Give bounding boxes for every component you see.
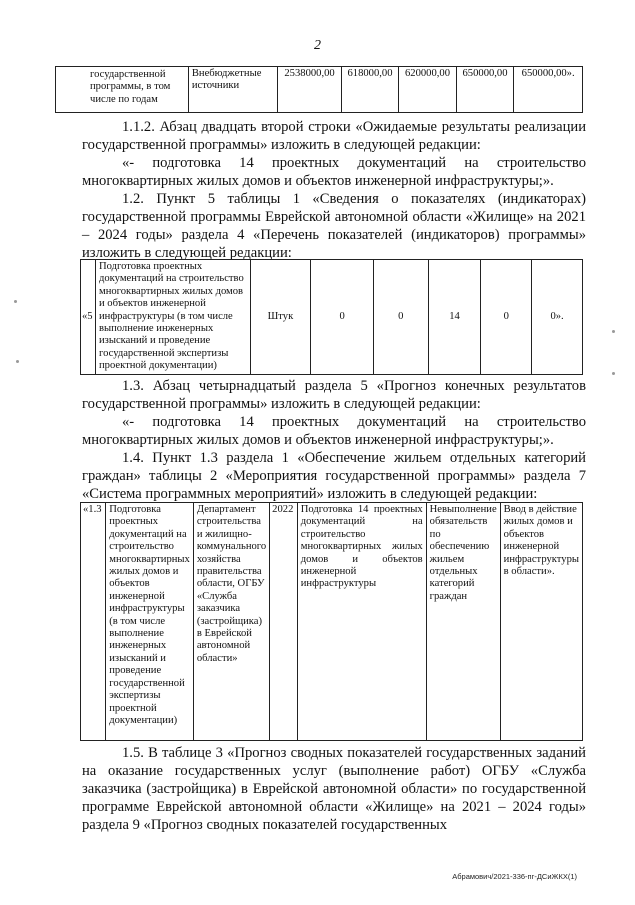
table-cell: Подготовка проектных документаций на строительство многоквартирных жилых домов и объектов инженерной инфраструктуры (в том числе выполнение инженерных изысканий и проведение государственной экспертизы проектной документации) xyxy=(106,503,194,741)
scan-speck xyxy=(612,372,615,375)
table-cell: Штук xyxy=(250,260,311,375)
paragraph-1-1-2: 1.1.2. Абзац двадцать второй строки «Ожидаемые результаты реализации государственной программы» изложить в следующей редакции: xyxy=(82,119,586,153)
table-cell: 618000,00 xyxy=(341,67,399,113)
table-cell: 0 xyxy=(373,260,428,375)
table-cell: Ввод в действие жилых домов и объектов инженерной инфраструктуры в области». xyxy=(500,503,582,741)
table-row xyxy=(56,67,583,113)
table-cell: «5 xyxy=(81,260,96,375)
table-cell: 0». xyxy=(532,260,583,375)
table-cell: Подготовка проектных документаций на строительство многоквартирных жилых домов и объектов инженерной инфраструктуры (в том числе выполнение инженерных изысканий и проведение государственной экспертизы проектной документации) xyxy=(95,260,250,375)
table-cell: 2538000,00 xyxy=(278,67,341,113)
table-cell: «1.3 xyxy=(81,503,106,741)
scan-speck xyxy=(612,330,615,333)
table-cell: 650000,00 xyxy=(456,67,514,113)
table-cell: Внебюджетные источники xyxy=(188,67,278,113)
paragraph-1-5: 1.5. В таблице 3 «Прогноз сводных показателей государственных заданий на оказание государственных услуг (выполнение работ) ОГБУ «Служба заказчика (застройщика) в Еврейской автономной области» по государственной программе Еврейской автономной области «Жилище» на 2021 – 2024 годы» раздела 9 «Прогноз сводных показателей государственных xyxy=(82,745,586,833)
scan-speck xyxy=(14,300,17,303)
table-cell: государственной программы, в том числе по годам xyxy=(56,67,189,113)
table-cell: Подготовка 14 проектных документаций на строительство многоквартирных жилых домов и объектов инженерной инфраструктуры xyxy=(297,503,426,741)
table-row xyxy=(81,260,583,375)
table-cell: Невыполнение обязательств по обеспечению жильем отдельных категорий граждан xyxy=(426,503,500,741)
paragraph-1-3: 1.3. Абзац четырнадцатый раздела 5 «Прогноз конечных результатов государственной программы» изложить в следующей редакции: xyxy=(82,378,586,412)
paragraph-quote-2: «- подготовка 14 проектных документаций на строительство многоквартирных жилых домов и объектов инженерной инфраструктуры;». xyxy=(82,414,586,448)
table-cell: 650000,00». xyxy=(514,67,583,113)
table-row xyxy=(81,503,583,741)
table-measure-1-3 xyxy=(80,502,583,741)
table-cell: 14 xyxy=(428,260,481,375)
table-cell: 620000,00 xyxy=(399,67,457,113)
paragraph-1-2: 1.2. Пункт 5 таблицы 1 «Сведения о показателях (индикаторах) государственной программы Еврейской автономной области «Жилище» на 2021 – 2024 годы» раздела 4 «Перечень показателей (индикаторов) программы» изложить в следующей редакции: xyxy=(82,191,586,261)
table-funding-row xyxy=(55,66,583,113)
paragraph-1-4: 1.4. Пункт 1.3 раздела 1 «Обеспечение жильем отдельных категорий граждан» таблицы 2 «Мероприятия государственной программы» раздела 7 «Система программных мероприятий» изложить в следующей редакции: xyxy=(82,450,586,502)
page-number: 2 xyxy=(314,38,321,53)
table-indicator-5 xyxy=(80,259,583,375)
table-cell: Департамент строительства и жилищно-коммунального хозяйства правительства области, ОГБУ «Служба заказчика (застройщика) в Еврейской автономной области» xyxy=(193,503,269,741)
table-cell: 0 xyxy=(481,260,532,375)
scan-speck xyxy=(16,360,19,363)
document-footer: Абрамович/2021-336-пг-ДСиЖКХ(1) xyxy=(452,872,577,881)
table-cell: 2022 xyxy=(270,503,298,741)
paragraph-quote-1: «- подготовка 14 проектных документаций на строительство многоквартирных жилых домов и объектов инженерной инфраструктуры;». xyxy=(82,155,586,189)
table-cell: 0 xyxy=(311,260,374,375)
